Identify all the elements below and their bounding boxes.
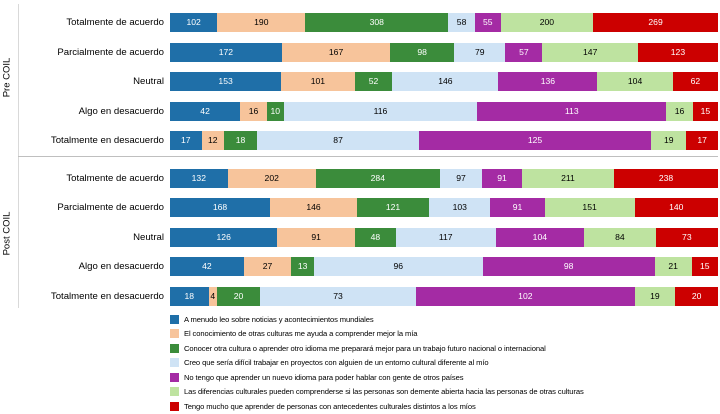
- bar-track: [170, 257, 718, 276]
- legend-item[interactable]: [170, 385, 710, 400]
- bar-track: [170, 198, 718, 217]
- legend-label: Tengo mucho que aprender de personas con antecedentes culturales distintos a los míos: [184, 401, 476, 411]
- bar-segment: 73: [260, 287, 416, 306]
- legend-swatch: [170, 329, 179, 338]
- bar-segment: 102: [170, 13, 217, 32]
- legend-item[interactable]: [170, 312, 710, 327]
- category-label: Algo en desacuerdo: [78, 261, 164, 273]
- bar-segment: 62: [673, 72, 718, 91]
- category-label: Totalmente en desacuerdo: [50, 290, 164, 302]
- bar-segment: 17: [170, 131, 202, 150]
- category-label: Totalmente de acuerdo: [66, 172, 164, 184]
- category-label: Parcialmente de acuerdo: [57, 202, 164, 214]
- chart-row: [18, 126, 718, 156]
- bar-segment: 15: [692, 257, 718, 276]
- bar-segment: 132: [170, 169, 228, 188]
- chart-row: [18, 97, 718, 127]
- bar-segment: 126: [170, 228, 277, 247]
- bar-segment: 42: [170, 257, 244, 276]
- bar-segment: 79: [454, 43, 505, 62]
- legend-label: El conocimiento de otras culturas me ayuda a comprender mejor la mía: [184, 329, 418, 339]
- legend-item[interactable]: [170, 399, 710, 414]
- bar-segment: 18: [224, 131, 257, 150]
- legend-item[interactable]: [170, 370, 710, 385]
- bar-segment: 146: [392, 72, 498, 91]
- bar-segment: 48: [355, 228, 396, 247]
- bar-segment: 58: [448, 13, 475, 32]
- bar-segment: 13: [291, 257, 314, 276]
- category-label: Totalmente de acuerdo: [66, 17, 164, 29]
- bar-segment: 10: [267, 102, 284, 121]
- bar-segment: 308: [305, 13, 448, 32]
- bar-segment: 147: [542, 43, 638, 62]
- chart-row: [18, 8, 718, 38]
- bar-segment: 104: [496, 228, 585, 247]
- bar-segment: 19: [651, 131, 686, 150]
- bar-segment: 168: [170, 198, 270, 217]
- legend-swatch: [170, 344, 179, 353]
- category-label: Neutral: [133, 231, 164, 243]
- bar-segment: 103: [429, 198, 490, 217]
- bar-track: [170, 43, 718, 62]
- legend-item[interactable]: [170, 327, 710, 342]
- bar-segment: 202: [228, 169, 316, 188]
- bar-segment: 17: [686, 131, 718, 150]
- bar-track: [170, 102, 718, 121]
- bar-segment: 123: [638, 43, 718, 62]
- bar-segment: 104: [597, 72, 673, 91]
- chart-row: [18, 223, 718, 253]
- bar-segment: 42: [170, 102, 240, 121]
- bar-segment: 96: [314, 257, 483, 276]
- chart-row: [18, 193, 718, 223]
- bar-segment: 15: [693, 102, 718, 121]
- legend-label: Las diferencias culturales pueden comprenderse si las personas son demente abierta hacia las personas de otras culturas: [184, 387, 584, 397]
- bar-segment: 211: [522, 169, 614, 188]
- bar-segment: 91: [482, 169, 522, 188]
- legend-swatch: [170, 373, 179, 382]
- bar-segment: 57: [505, 43, 542, 62]
- chart-row: [18, 38, 718, 68]
- legend-item[interactable]: [170, 341, 710, 356]
- category-label: Parcialmente de acuerdo: [57, 46, 164, 58]
- chart-row: [18, 67, 718, 97]
- bar-segment: 190: [217, 13, 305, 32]
- bar-segment: 16: [666, 102, 693, 121]
- bar-segment: 117: [396, 228, 496, 247]
- category-label: Algo en desacuerdo: [78, 105, 164, 117]
- bar-segment: 121: [357, 198, 429, 217]
- bar-segment: 102: [416, 287, 634, 306]
- legend-swatch: [170, 315, 179, 324]
- chart-row: [18, 282, 718, 312]
- legend-item[interactable]: [170, 356, 710, 371]
- bar-segment: 284: [316, 169, 440, 188]
- bar-segment: 98: [390, 43, 454, 62]
- bar-segment: 238: [614, 169, 718, 188]
- legend-swatch: [170, 358, 179, 367]
- group-label: Post COIL: [1, 211, 13, 256]
- bar-segment: 73: [656, 228, 718, 247]
- bar-segment: 146: [270, 198, 357, 217]
- bar-track: [170, 131, 718, 150]
- legend-label: A menudo leo sobre noticias y acontecimientos mundiales: [184, 314, 374, 324]
- bar-track: [170, 228, 718, 247]
- bar-segment: 200: [501, 13, 594, 32]
- legend-label: Conocer otra cultura o aprender otro idioma me preparará mejor para un trabajo futuro nacional o internacional: [184, 343, 546, 353]
- legend-label: Creo que sería difícil trabajar en proyectos con alguien de un entorno cultural diferente al mío: [184, 358, 489, 368]
- bar-track: [170, 72, 718, 91]
- bar-segment: 91: [490, 198, 544, 217]
- legend-label: No tengo que aprender un nuevo idioma para poder hablar con gente de otros países: [184, 372, 464, 382]
- group-separator: [18, 156, 718, 157]
- bar-segment: 172: [170, 43, 282, 62]
- bar-segment: 20: [217, 287, 260, 306]
- bar-segment: 19: [635, 287, 676, 306]
- bar-segment: 18: [170, 287, 209, 306]
- legend-swatch: [170, 402, 179, 411]
- chart-legend: [170, 312, 710, 414]
- bar-segment: 269: [593, 13, 718, 32]
- bar-segment: 125: [419, 131, 651, 150]
- bar-segment: 113: [477, 102, 666, 121]
- bar-segment: 16: [240, 102, 267, 121]
- category-label: Totalmente en desacuerdo: [50, 135, 164, 147]
- bar-segment: 55: [475, 13, 500, 32]
- group-label: Pre COIL: [1, 57, 13, 98]
- bar-segment: 4: [209, 287, 218, 306]
- chart-row: [18, 164, 718, 194]
- bar-track: [170, 13, 718, 32]
- bar-segment: 167: [282, 43, 391, 62]
- chart-row: [18, 252, 718, 282]
- bar-segment: 27: [244, 257, 291, 276]
- bar-track: [170, 169, 718, 188]
- bar-segment: 136: [498, 72, 597, 91]
- bar-segment: 97: [440, 169, 482, 188]
- bar-segment: 21: [655, 257, 692, 276]
- bar-segment: 20: [675, 287, 718, 306]
- bar-segment: 98: [483, 257, 655, 276]
- bar-segment: 153: [170, 72, 281, 91]
- bar-segment: 101: [281, 72, 354, 91]
- bar-segment: 151: [545, 198, 635, 217]
- bar-segment: 140: [635, 198, 718, 217]
- bar-segment: 84: [584, 228, 656, 247]
- bar-segment: 87: [257, 131, 419, 150]
- category-label: Neutral: [133, 76, 164, 88]
- bar-segment: 12: [202, 131, 224, 150]
- bar-track: [170, 287, 718, 306]
- bar-segment: 116: [284, 102, 478, 121]
- bar-segment: 52: [355, 72, 393, 91]
- legend-swatch: [170, 387, 179, 396]
- bar-segment: 91: [277, 228, 355, 247]
